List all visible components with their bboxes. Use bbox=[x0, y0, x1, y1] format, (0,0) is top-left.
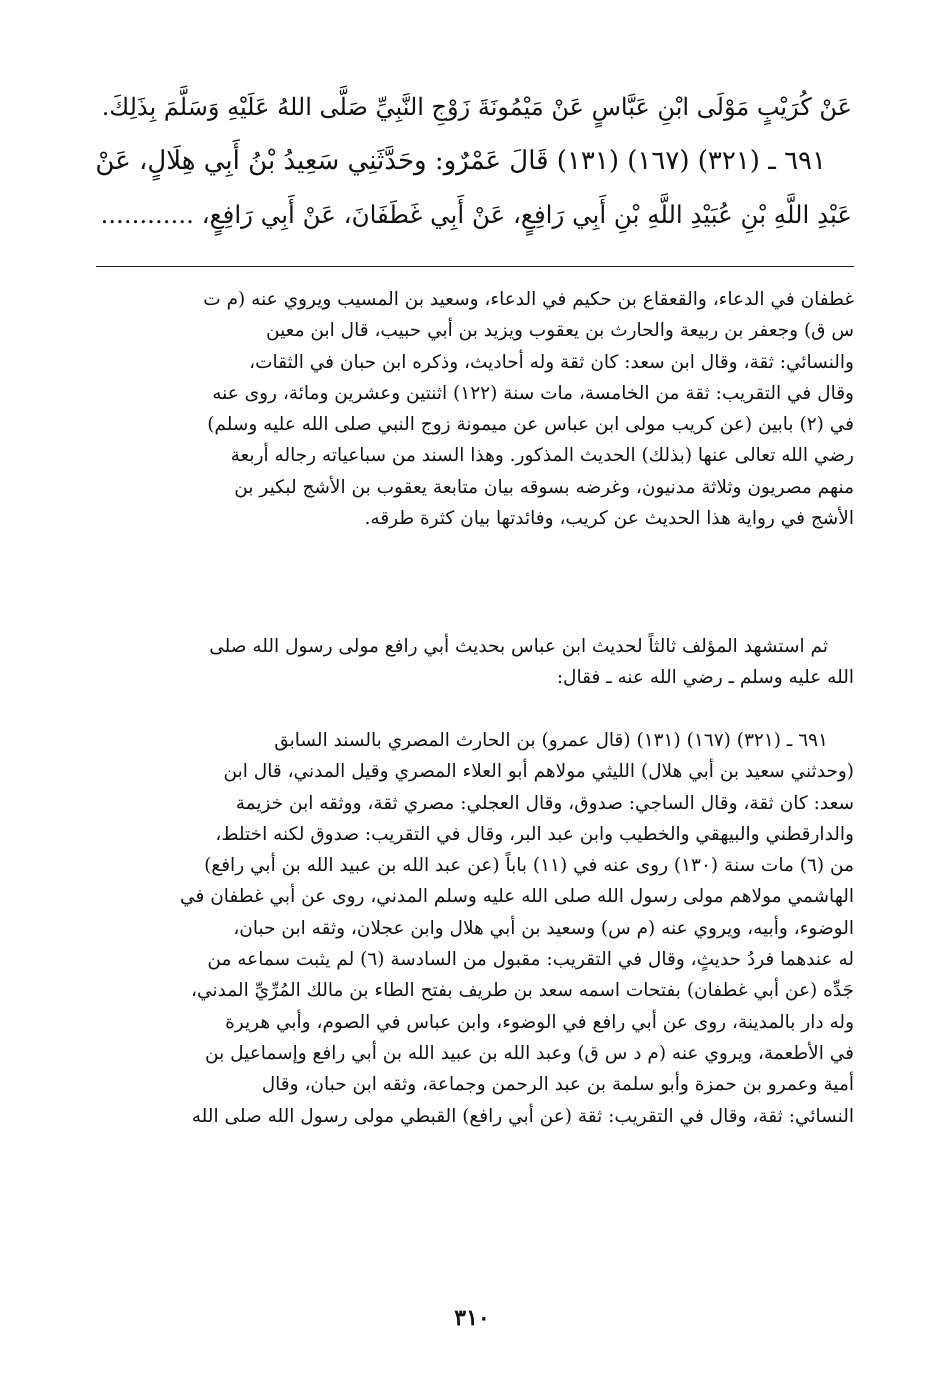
commentary-line: في الأطعمة، ويروي عنه (م د س ق) وعبد الله بن عبيد الله بن أبي رافع وإسماعيل بن bbox=[205, 1042, 854, 1064]
commentary-line: (وحدثني سعيد بن أبي هلال) الليثي مولاهم أبو العلاء المصري وقيل المدني، قال ابن bbox=[223, 761, 854, 783]
commentary-paragraph bbox=[92, 725, 854, 1132]
commentary-line: الوضوء، وأبيه، ويروي عنه (م س) وسعيد بن أبي هلال وابن عجلان، وثقه ابن حبان، bbox=[233, 917, 854, 939]
commentary-line: في (٢) بابين (عن كريب مولى ابن عباس عن ميمونة زوج النبي صلى الله عليه وسلم) bbox=[207, 414, 854, 436]
commentary-paragraph bbox=[92, 284, 854, 534]
commentary-line: وقال في التقريب: ثقة من الخامسة، مات سنة (١٢٢) اثنتين وعشرين ومائة، روى عنه bbox=[212, 382, 854, 404]
hadith-text bbox=[92, 80, 852, 242]
hadith-line: ٦٩١ ـ (٣٢١) (١٦٧) (١٣١) قَالَ عَمْرٌو: وحَدَّثَنِي سَعِيدُ بْنُ أَبِي هِلَالٍ، عَنْ bbox=[95, 146, 826, 176]
hadith-line: عَبْدِ اللَّهِ بْنِ عُبَيْدِ اللَّهِ بْنِ أَبِي رَافِعٍ، عَنْ أَبِي غَطَفَانَ، عَنْ أَبِي رَافِعٍ، ............ bbox=[100, 200, 852, 229]
footnote-divider bbox=[96, 266, 854, 267]
commentary-line: الهاشمي مولاهم مولى رسول الله صلى الله عليه وسلم المدني، روى عن أبي غطفان في bbox=[180, 886, 854, 908]
commentary-line: له عندهما فردُ حديثٍ، وقال في التقريب: مقبول من السادسة (٦) لم يثبت سماعه من bbox=[207, 949, 854, 971]
commentary-line: النسائي: ثقة، وقال في التقريب: ثقة (عن أبي رافع) القبطي مولى رسول الله صلى الله bbox=[191, 1105, 854, 1127]
commentary-line: رضي الله تعالى عنها (بذلك) الحديث المذكور. وهذا السند من سباعياته رجاله أربعة bbox=[230, 445, 854, 467]
commentary-line: ثم استشهد المؤلف ثالثاً لحديث ابن عباس بحديث أبي رافع مولى رسول الله صلى bbox=[209, 636, 828, 657]
hadith-line: عَنْ كُرَيْبٍ مَوْلَى ابْنِ عَبَّاسٍ عَنْ مَيْمُونَةَ زَوْجِ النَّبِيِّ صَلَّى اللهُ عَلَيْهِ وَسَلَّمَ بِذَلِكَ. bbox=[101, 93, 852, 121]
commentary-line: والنسائي: ثقة، وقال ابن سعد: كان ثقة وله أحاديث، وذكره ابن حبان في الثقات، bbox=[249, 351, 854, 373]
commentary-paragraph bbox=[92, 631, 854, 694]
commentary-line: جَدِّه (عن أبي غطفان) بفتحات اسمه سعد بن طريف بفتح الطاء بن مالك المُرِّيِّ المدني، bbox=[190, 980, 854, 1002]
commentary-line: وله دار بالمدينة، روى عن أبي رافع في الوضوء، وابن عباس في الصوم، وأبي هريرة bbox=[225, 1011, 854, 1033]
commentary-line: سعد: كان ثقة، وقال الساجي: صدوق، وقال العجلي: مصري ثقة، ووثقه ابن خزيمة bbox=[235, 792, 854, 814]
commentary-line: من (٦) مات سنة (١٣٠) روى عنه في (١١) باباً (عن عبد الله بن عبيد الله بن أبي رافع) bbox=[204, 855, 854, 877]
page-number: ٣١٠ bbox=[454, 1305, 490, 1331]
commentary-line: والدارقطني والبيهقي والخطيب وابن عبد البر، وقال في التقريب: صدوق لكنه اختلط، bbox=[215, 823, 854, 845]
commentary-line: ٦٩١ ـ (٣٢١) (١٦٧) (١٣١) (قال عمرو) بن الحارث المصري بالسند السابق bbox=[274, 730, 828, 751]
commentary-line: منهم مصريون وثلاثة مدنيون، وغرضه بسوقه بيان متابعة يعقوب بن الأشج لبكير بن bbox=[234, 476, 854, 498]
commentary-line: الله عليه وسلم ـ رضي الله عنه ـ فقال: bbox=[556, 667, 854, 689]
commentary-line: س ق) وجعفر بن ربيعة والحارث بن يعقوب ويزيد بن أبي حبيب، قال ابن معين bbox=[266, 320, 854, 342]
commentary-line: أمية وعمرو بن حمزة وأبو سلمة بن عبد الرحمن وجماعة، وثقه ابن حبان، وقال bbox=[261, 1074, 854, 1096]
commentary-line: غطفان في الدعاء، والقعقاع بن حكيم في الدعاء، وسعيد بن المسيب ويروي عنه (م ت bbox=[203, 289, 854, 310]
commentary-line: الأشج في رواية هذا الحديث عن كريب، وفائدتها بيان كثرة طرقه. bbox=[364, 508, 854, 530]
